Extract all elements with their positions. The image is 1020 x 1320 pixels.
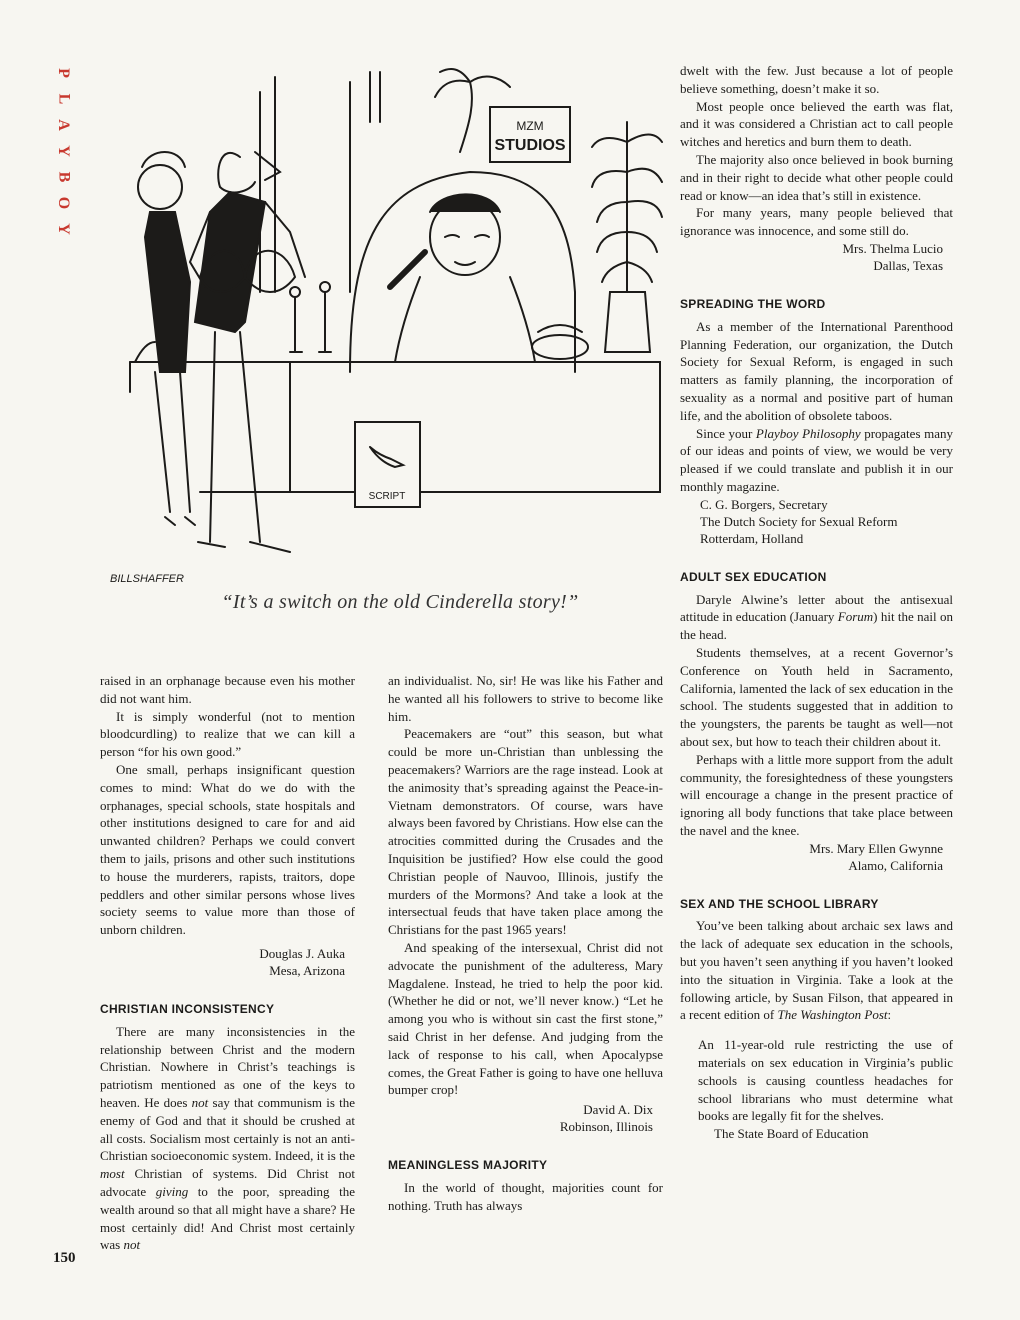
- masthead-letter: B: [54, 171, 72, 183]
- paragraph: Students themselves, at a recent Governor’s Conference on Youth held in Sacramento, California, lamented the lack of sex education in the school. The students suggested that in addition to the youngsters, the parents be taught as well—not about sex, but how to teach their children about it.: [680, 644, 953, 749]
- italic-run: not: [123, 1237, 141, 1253]
- paragraph: raised in an orphanage because even his mother did not want him.: [100, 673, 355, 706]
- signature-name: Mrs. Thelma Lucio: [842, 240, 943, 256]
- page-number: 150: [53, 1250, 76, 1266]
- text-run: propagates many of our ideas and points of view, we would be very pleased if we could translate and publish it in our monthly magazine.: [680, 425, 953, 494]
- text-run: Daryle Alwine’s letter about the antisexual attitude in education (January: [680, 591, 953, 625]
- italic-run: Forum: [837, 609, 874, 625]
- masthead-letter: L: [54, 93, 72, 105]
- text-run: You’ve been talking about archaic sex laws and the lack of adequate sex education in the schools, but you haven’t seen anything if you haven’t looked into the situation in Virginia. Take a look at the following article, by Susan Filson, that appeared in a recent edition of: [680, 918, 953, 1023]
- signature-place: Alamo, California: [848, 857, 943, 873]
- sign-bottom-text: STUDIOS: [494, 137, 566, 154]
- section-heading: MEANINGLESS MAJORITY: [388, 1158, 548, 1173]
- quote-paragraph: An 11-year-old rule restricting the use of materials on sex education in Virginia’s public schools is causing countless headaches for school librarians who must determine what books are legally fit for the shelves.: [698, 1037, 953, 1124]
- cartoon-illustration: [90, 62, 670, 592]
- paragraph: [680, 917, 953, 1024]
- masthead-letter: Y: [55, 223, 72, 235]
- section-heading: ADULT SEX EDUCATION: [680, 569, 827, 584]
- masthead-vertical: [48, 60, 78, 242]
- paragraph: dwelt with the few. Just because a lot of people believe something, doesn’t make it so.: [680, 63, 953, 96]
- text-column-2: [388, 672, 663, 1215]
- signature-place: Dallas, Texas: [873, 257, 943, 273]
- paragraph: [680, 425, 953, 496]
- signature-name: C. G. Borgers, Secretary: [700, 496, 828, 512]
- paragraph: As a member of the International Parenthood Planning Federation, our organization, the Dutch Society for Sexual Reform, is engaged in such matters as family planning, the incorporation of sexuality as a normal and positive part of human life, and the abolition of obsolete taboos.: [680, 318, 953, 423]
- text-run: :: [887, 1007, 892, 1023]
- quote-paragraph: The State Board of Education: [714, 1126, 869, 1142]
- italic-run: The Washington Post: [777, 1007, 888, 1023]
- paragraph: It is simply wonderful (not to mention bloodcurdling) to realize that we can kill a person “for his own good.”: [100, 708, 355, 760]
- text-run: Christian of systems. Did Christ not advocate: [100, 1166, 355, 1199]
- signature-place: Mesa, Arizona: [269, 962, 345, 978]
- masthead-letter: O: [54, 196, 72, 210]
- artist-signature: BILLSHAFFER: [110, 573, 184, 585]
- masthead-letter: P: [55, 68, 72, 78]
- text-column-3: [680, 62, 953, 1143]
- text-run: There are many inconsistencies in the relationship between Christ and the modern Christian. Nowhere in Christ’s teachings is patriotism mentioned as one of the keys to heaven. He does: [100, 1023, 355, 1110]
- signature-place: Rotterdam, Holland: [700, 530, 804, 546]
- paragraph: Most people once believed the earth was flat, and it was considered a Christian act to call people witches and heretics and burn them to death.: [680, 98, 953, 150]
- signature-name: Mrs. Mary Ellen Gwynne: [809, 840, 943, 856]
- text-run: ) hit the nail on the head.: [680, 609, 953, 643]
- signature-name: Douglas J. Auka: [259, 945, 345, 961]
- text-run: Since your: [696, 425, 756, 441]
- paragraph: And speaking of the intersexual, Christ did not advocate the punishment of the adulteress, Mary Magdalene. Instead, he tried to help the poor kid. (Whether he did or not, we’ll never know.) “Let he among you who is without sin cast the first stone,” said Christ in her defense. And judging from the lack of response to his call, when Apocalypse comes, the Great Father is going to have one helluva bumper crop!: [388, 939, 663, 1098]
- sign-top-text: MZM: [516, 119, 544, 133]
- signature-name: David A. Dix: [583, 1102, 653, 1118]
- paragraph: The majority also once believed in book burning and in their right to decide what other people could read or know—an idea that’s still in existence.: [680, 151, 953, 203]
- italic-run: giving: [155, 1183, 189, 1199]
- paragraph: Perhaps with a little more support from the adult community, the foresightedness of these youngsters will encourage a change in the present practice of ignoring all body functions that take place between the navel and the knee.: [680, 751, 953, 838]
- paragraph: One small, perhaps insignificant question comes to mind: What do we do with the orphanages, special schools, state hospitals and other institutions designed to care for and aid unwanted children? Perhaps we could convert them to jails, prisons and other such institutions to house the murderers, rapists, traitors, dope peddlers and other similar persons whose lives society seems to value more than those of unborn children.: [100, 761, 355, 938]
- masthead-letter: Y: [55, 145, 72, 157]
- script-label: SCRIPT: [368, 491, 406, 502]
- paragraph: For many years, many people believed that ignorance was innocence, and some still do.: [680, 205, 953, 239]
- paragraph: [100, 1023, 355, 1254]
- section-heading: SEX AND THE SCHOOL LIBRARY: [680, 896, 879, 911]
- italic-run: most: [100, 1166, 125, 1182]
- section-heading: SPREADING THE WORD: [680, 296, 826, 311]
- paragraph: Peacemakers are “out” this season, but what could be more un-Christian than unblessing the peacemakers? Warriors are the rage instead. Look at the animosity that’s spreading against the Peace-in-Vietnam demonstrators. Of course, wars have always been favored by Christians. How else can the atrocities committed during the Crusades and the Inquisition be justified? How else could the good Christian people of Nauvoo, Illinois, justify the murders of the Mormons? And take a look at the intersectual feuds that have taken place among the Christians for the past 1965 years!: [388, 726, 663, 938]
- italic-run: Playboy Philosophy: [755, 425, 861, 441]
- paragraph: [680, 591, 953, 644]
- text-run: to the poor, spreading the wealth around so that all might have a share? He most certainly did! And Christ most certainly was: [100, 1183, 355, 1253]
- cartoon-caption: “It’s a switch on the old Cinderella story!”: [221, 591, 579, 613]
- masthead-letter: A: [55, 119, 72, 131]
- signature-org: The Dutch Society for Sexual Reform: [700, 513, 898, 529]
- text-column-1: [100, 672, 355, 1254]
- signature-place: Robinson, Illinois: [559, 1119, 653, 1135]
- quoted-article: [698, 1036, 953, 1143]
- paragraph: an individualist. No, sir! He was like his Father and he wanted all his followers to strive to become like him.: [388, 673, 663, 724]
- italic-run: not: [191, 1094, 209, 1110]
- section-heading: CHRISTIAN INCONSISTENCY: [100, 1001, 275, 1016]
- text-run: say that communism is the enemy of God and that it should be crushed at all costs. Socialism most certainly is not an anti-Christian socioeconomic system. Indeed, it is the: [100, 1094, 355, 1164]
- paragraph: In the world of thought, majorities count for nothing. Truth has always: [388, 1179, 663, 1213]
